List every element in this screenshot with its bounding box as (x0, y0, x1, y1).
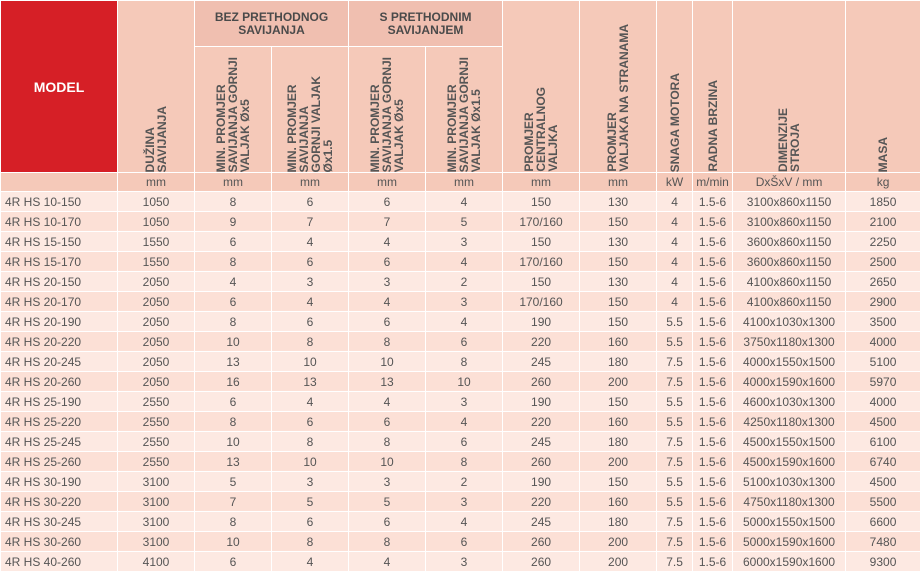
cell-bez-bottom: 10 (272, 352, 349, 372)
cell-model: 4R HS 30-245 (1, 512, 118, 532)
cell-s-bottom: 3 (426, 392, 503, 412)
table-row (1, 252, 920, 272)
cell-side: 180 (580, 432, 657, 452)
cell-side: 200 (580, 372, 657, 392)
cell-length: 2050 (118, 272, 195, 292)
cell-side: 130 (580, 232, 657, 252)
cell-mass: 5100 (846, 352, 920, 372)
cell-bez-bottom: 4 (272, 552, 349, 572)
cell-s-top: 4 (349, 392, 426, 412)
table-row (1, 332, 920, 352)
cell-central: 245 (503, 512, 580, 532)
cell-motor: 5.5 (657, 392, 693, 412)
cell-speed: 1.5-6 (693, 272, 733, 292)
group-header-s: S PRETHODNIM SAVIJANJEM (349, 1, 503, 47)
cell-speed: 1.5-6 (693, 512, 733, 532)
cell-speed: 1.5-6 (693, 492, 733, 512)
cell-s-top: 6 (349, 252, 426, 272)
unit-cell: mm (118, 173, 195, 192)
cell-central: 190 (503, 472, 580, 492)
cell-bez-bottom: 6 (272, 252, 349, 272)
cell-s-bottom: 8 (426, 352, 503, 372)
cell-bez-bottom: 6 (272, 312, 349, 332)
cell-dimensions: 4500x1550x1500 (733, 432, 846, 452)
cell-s-bottom: 4 (426, 252, 503, 272)
cell-side: 150 (580, 392, 657, 412)
cell-s-top: 8 (349, 532, 426, 552)
mass-header: MASA (846, 1, 920, 173)
cell-bez-top: 13 (195, 452, 272, 472)
cell-length: 1050 (118, 192, 195, 212)
cell-length: 2550 (118, 412, 195, 432)
cell-dimensions: 3100x860x1150 (733, 212, 846, 232)
cell-bez-top: 13 (195, 352, 272, 372)
cell-model: 4R HS 20-170 (1, 292, 118, 312)
cell-s-bottom: 5 (426, 212, 503, 232)
cell-motor: 7.5 (657, 352, 693, 372)
cell-length: 3100 (118, 492, 195, 512)
cell-motor: 5.5 (657, 332, 693, 352)
bez-bottom-roll-header: MIN. PROMJER SAVIJANJA GORNJI VALJAK Øx1.5 (272, 47, 349, 173)
cell-model: 4R HS 25-245 (1, 432, 118, 452)
cell-bez-top: 6 (195, 232, 272, 252)
cell-speed: 1.5-6 (693, 252, 733, 272)
cell-motor: 5.5 (657, 492, 693, 512)
cell-s-top: 4 (349, 552, 426, 572)
cell-bez-bottom: 4 (272, 292, 349, 312)
table-row (1, 472, 920, 492)
cell-dimensions: 4750x1180x1300 (733, 492, 846, 512)
cell-bez-bottom: 6 (272, 192, 349, 212)
table-row (1, 392, 920, 412)
cell-dimensions: 5100x1030x1300 (733, 472, 846, 492)
cell-central: 245 (503, 352, 580, 372)
cell-mass: 4000 (846, 392, 920, 412)
cell-central: 260 (503, 552, 580, 572)
cell-mass: 7480 (846, 532, 920, 552)
unit-cell: kg (846, 173, 920, 192)
cell-motor: 4 (657, 252, 693, 272)
cell-s-bottom: 10 (426, 372, 503, 392)
cell-bez-bottom: 6 (272, 412, 349, 432)
cell-motor: 7.5 (657, 372, 693, 392)
cell-bez-top: 5 (195, 472, 272, 492)
s-bottom-roll-header: MIN. PROMJER SAVIJANJA GORNJI VALJAK Øx1.5 (426, 47, 503, 173)
cell-s-bottom: 6 (426, 532, 503, 552)
cell-side: 180 (580, 512, 657, 532)
cell-central: 190 (503, 312, 580, 332)
cell-model: 4R HS 20-260 (1, 372, 118, 392)
cell-s-top: 10 (349, 452, 426, 472)
cell-model: 4R HS 20-190 (1, 312, 118, 332)
cell-s-top: 10 (349, 352, 426, 372)
table-row (1, 432, 920, 452)
cell-model: 4R HS 40-260 (1, 552, 118, 572)
cell-length: 2050 (118, 352, 195, 372)
cell-motor: 7.5 (657, 512, 693, 532)
cell-s-top: 8 (349, 432, 426, 452)
cell-side: 160 (580, 412, 657, 432)
cell-motor: 5.5 (657, 312, 693, 332)
cell-central: 260 (503, 532, 580, 552)
cell-motor: 5.5 (657, 412, 693, 432)
cell-model: 4R HS 30-190 (1, 472, 118, 492)
cell-length: 2050 (118, 332, 195, 352)
cell-dimensions: 4000x1550x1500 (733, 352, 846, 372)
cell-model: 4R HS 15-150 (1, 232, 118, 252)
dimension-header: DIMENZIJE STROJA (733, 1, 846, 173)
cell-length: 4100 (118, 552, 195, 572)
cell-s-bottom: 3 (426, 492, 503, 512)
cell-model: 4R HS 20-150 (1, 272, 118, 292)
cell-dimensions: 5000x1590x1600 (733, 532, 846, 552)
cell-s-bottom: 4 (426, 412, 503, 432)
cell-bez-top: 8 (195, 512, 272, 532)
cell-s-top: 4 (349, 292, 426, 312)
cell-model: 4R HS 25-220 (1, 412, 118, 432)
cell-side: 150 (580, 212, 657, 232)
cell-dimensions: 3750x1180x1300 (733, 332, 846, 352)
table-row (1, 192, 920, 212)
cell-length: 2050 (118, 292, 195, 312)
cell-speed: 1.5-6 (693, 412, 733, 432)
cell-central: 150 (503, 232, 580, 252)
cell-speed: 1.5-6 (693, 452, 733, 472)
cell-motor: 7.5 (657, 432, 693, 452)
unit-cell: mm (272, 173, 349, 192)
central-roll-header: PROMJER CENTRALNOG VALJKA (503, 1, 580, 173)
unit-cell: mm (580, 173, 657, 192)
table-row (1, 512, 920, 532)
cell-dimensions: 5000x1550x1500 (733, 512, 846, 532)
cell-central: 260 (503, 372, 580, 392)
motor-header: SNAGA MOTORA (657, 1, 693, 173)
cell-s-bottom: 6 (426, 432, 503, 452)
cell-length: 2550 (118, 452, 195, 472)
cell-s-top: 3 (349, 472, 426, 492)
cell-mass: 6100 (846, 432, 920, 452)
cell-central: 170/160 (503, 252, 580, 272)
unit-cell: mm (349, 173, 426, 192)
table-row (1, 452, 920, 472)
cell-model: 4R HS 30-260 (1, 532, 118, 552)
cell-length: 3100 (118, 472, 195, 492)
unit-cell: m/min (693, 173, 733, 192)
cell-bez-top: 6 (195, 292, 272, 312)
cell-central: 220 (503, 412, 580, 432)
cell-speed: 1.5-6 (693, 432, 733, 452)
cell-central: 170/160 (503, 212, 580, 232)
table-body (1, 192, 920, 572)
cell-dimensions: 3100x860x1150 (733, 192, 846, 212)
cell-s-bottom: 3 (426, 552, 503, 572)
cell-s-bottom: 3 (426, 292, 503, 312)
bez-top-roll-header: MIN. PROMJER SAVIJANJA GORNJI VALJAK Øx5 (195, 47, 272, 173)
cell-dimensions: 4600x1030x1300 (733, 392, 846, 412)
cell-s-bottom: 2 (426, 272, 503, 292)
table-row (1, 552, 920, 572)
cell-speed: 1.5-6 (693, 232, 733, 252)
cell-speed: 1.5-6 (693, 292, 733, 312)
table-row (1, 272, 920, 292)
cell-motor: 7.5 (657, 452, 693, 472)
cell-s-bottom: 4 (426, 512, 503, 532)
cell-bez-top: 6 (195, 392, 272, 412)
cell-mass: 4500 (846, 412, 920, 432)
cell-length: 3100 (118, 512, 195, 532)
cell-bez-top: 7 (195, 492, 272, 512)
cell-s-top: 4 (349, 232, 426, 252)
cell-side: 150 (580, 472, 657, 492)
cell-side: 200 (580, 552, 657, 572)
s-top-roll-header: MIN. PROMJER SAVIJANJA GORNJI VALJAK Øx5 (349, 47, 426, 173)
cell-bez-bottom: 4 (272, 232, 349, 252)
cell-central: 150 (503, 272, 580, 292)
cell-s-top: 7 (349, 212, 426, 232)
cell-motor: 4 (657, 292, 693, 312)
cell-mass: 1850 (846, 192, 920, 212)
table-row (1, 232, 920, 252)
cell-motor: 4 (657, 272, 693, 292)
cell-speed: 1.5-6 (693, 212, 733, 232)
cell-s-bottom: 3 (426, 232, 503, 252)
model-header: MODEL (1, 1, 118, 173)
table-row (1, 292, 920, 312)
cell-s-top: 6 (349, 312, 426, 332)
units-row (1, 173, 920, 192)
cell-model: 4R HS 20-220 (1, 332, 118, 352)
table-row (1, 212, 920, 232)
cell-speed: 1.5-6 (693, 332, 733, 352)
cell-side: 160 (580, 332, 657, 352)
cell-side: 160 (580, 492, 657, 512)
cell-bez-bottom: 8 (272, 532, 349, 552)
cell-length: 2550 (118, 432, 195, 452)
speed-header: RADNA BRZINA (693, 1, 733, 173)
cell-side: 200 (580, 532, 657, 552)
cell-speed: 1.5-6 (693, 372, 733, 392)
cell-bez-top: 10 (195, 432, 272, 452)
cell-length: 1050 (118, 212, 195, 232)
cell-central: 190 (503, 392, 580, 412)
cell-s-top: 5 (349, 492, 426, 512)
cell-mass: 5500 (846, 492, 920, 512)
cell-speed: 1.5-6 (693, 472, 733, 492)
table-row (1, 492, 920, 512)
cell-motor: 7.5 (657, 552, 693, 572)
unit-cell: kW (657, 173, 693, 192)
cell-speed: 1.5-6 (693, 352, 733, 372)
cell-mass: 9300 (846, 552, 920, 572)
cell-bez-top: 9 (195, 212, 272, 232)
cell-length: 2550 (118, 392, 195, 412)
side-roll-header: PROMJER VALJAKA NA STRANAMA (580, 1, 657, 173)
cell-bez-bottom: 4 (272, 392, 349, 412)
cell-s-top: 6 (349, 512, 426, 532)
cell-s-bottom: 2 (426, 472, 503, 492)
cell-motor: 7.5 (657, 532, 693, 552)
table-header (1, 1, 920, 192)
cell-speed: 1.5-6 (693, 532, 733, 552)
cell-model: 4R HS 10-170 (1, 212, 118, 232)
cell-bez-top: 8 (195, 312, 272, 332)
cell-central: 170/160 (503, 292, 580, 312)
cell-s-top: 8 (349, 332, 426, 352)
cell-side: 130 (580, 192, 657, 212)
cell-model: 4R HS 30-220 (1, 492, 118, 512)
table-row (1, 352, 920, 372)
cell-central: 260 (503, 452, 580, 472)
unit-cell-model (1, 173, 118, 192)
table-row (1, 312, 920, 332)
cell-bez-bottom: 3 (272, 472, 349, 492)
cell-dimensions: 3600x860x1150 (733, 252, 846, 272)
cell-dimensions: 4100x1030x1300 (733, 312, 846, 332)
cell-central: 220 (503, 492, 580, 512)
cell-speed: 1.5-6 (693, 192, 733, 212)
cell-motor: 4 (657, 192, 693, 212)
cell-length: 1550 (118, 232, 195, 252)
table-row (1, 412, 920, 432)
cell-bez-bottom: 10 (272, 452, 349, 472)
cell-bez-bottom: 8 (272, 332, 349, 352)
cell-speed: 1.5-6 (693, 552, 733, 572)
cell-bez-top: 8 (195, 192, 272, 212)
cell-bez-bottom: 3 (272, 272, 349, 292)
cell-mass: 2900 (846, 292, 920, 312)
cell-dimensions: 3600x860x1150 (733, 232, 846, 252)
cell-motor: 5.5 (657, 472, 693, 492)
cell-mass: 4500 (846, 472, 920, 492)
cell-model: 4R HS 25-260 (1, 452, 118, 472)
cell-bez-top: 4 (195, 272, 272, 292)
cell-mass: 2250 (846, 232, 920, 252)
cell-motor: 4 (657, 232, 693, 252)
cell-s-bottom: 6 (426, 332, 503, 352)
cell-s-bottom: 4 (426, 312, 503, 332)
cell-bez-top: 10 (195, 332, 272, 352)
unit-cell: DxŠxV / mm (733, 173, 846, 192)
cell-dimensions: 4500x1590x1600 (733, 452, 846, 472)
cell-dimensions: 4000x1590x1600 (733, 372, 846, 392)
cell-bez-bottom: 7 (272, 212, 349, 232)
cell-speed: 1.5-6 (693, 312, 733, 332)
cell-mass: 6600 (846, 512, 920, 532)
cell-bez-top: 16 (195, 372, 272, 392)
cell-mass: 4000 (846, 332, 920, 352)
cell-length: 2050 (118, 312, 195, 332)
cell-dimensions: 4100x860x1150 (733, 272, 846, 292)
cell-speed: 1.5-6 (693, 392, 733, 412)
cell-bez-bottom: 8 (272, 432, 349, 452)
table-row (1, 532, 920, 552)
group-header-bez: BEZ PRETHODNOG SAVIJANJA (195, 1, 349, 47)
table-row (1, 372, 920, 392)
unit-cell: mm (195, 173, 272, 192)
cell-dimensions: 4100x860x1150 (733, 292, 846, 312)
cell-bez-top: 8 (195, 412, 272, 432)
cell-bez-top: 10 (195, 532, 272, 552)
cell-bez-bottom: 5 (272, 492, 349, 512)
cell-side: 150 (580, 292, 657, 312)
cell-bez-top: 6 (195, 552, 272, 572)
cell-model: 4R HS 10-150 (1, 192, 118, 212)
cell-dimensions: 6000x1590x1600 (733, 552, 846, 572)
cell-bez-top: 8 (195, 252, 272, 272)
cell-central: 220 (503, 332, 580, 352)
cell-length: 1550 (118, 252, 195, 272)
cell-central: 245 (503, 432, 580, 452)
cell-length: 3100 (118, 532, 195, 552)
cell-side: 130 (580, 272, 657, 292)
cell-central: 150 (503, 192, 580, 212)
cell-bez-bottom: 6 (272, 512, 349, 532)
unit-cell: mm (503, 173, 580, 192)
cell-side: 180 (580, 352, 657, 372)
cell-side: 150 (580, 312, 657, 332)
cell-model: 4R HS 25-190 (1, 392, 118, 412)
cell-s-top: 13 (349, 372, 426, 392)
cell-side: 150 (580, 252, 657, 272)
cell-dimensions: 4250x1180x1300 (733, 412, 846, 432)
cell-s-top: 6 (349, 412, 426, 432)
cell-length: 2050 (118, 372, 195, 392)
cell-s-bottom: 8 (426, 452, 503, 472)
cell-mass: 6740 (846, 452, 920, 472)
cell-model: 4R HS 15-170 (1, 252, 118, 272)
cell-s-top: 6 (349, 192, 426, 212)
cell-s-bottom: 4 (426, 192, 503, 212)
unit-cell: mm (426, 173, 503, 192)
cell-mass: 3500 (846, 312, 920, 332)
cell-side: 200 (580, 452, 657, 472)
cell-mass: 2500 (846, 252, 920, 272)
cell-model: 4R HS 20-245 (1, 352, 118, 372)
cell-s-top: 3 (349, 272, 426, 292)
cell-mass: 2650 (846, 272, 920, 292)
cell-mass: 2100 (846, 212, 920, 232)
cell-mass: 5970 (846, 372, 920, 392)
cell-bez-bottom: 13 (272, 372, 349, 392)
cell-motor: 4 (657, 212, 693, 232)
length-header: DUŽINA SAVIJANJA (118, 1, 195, 173)
